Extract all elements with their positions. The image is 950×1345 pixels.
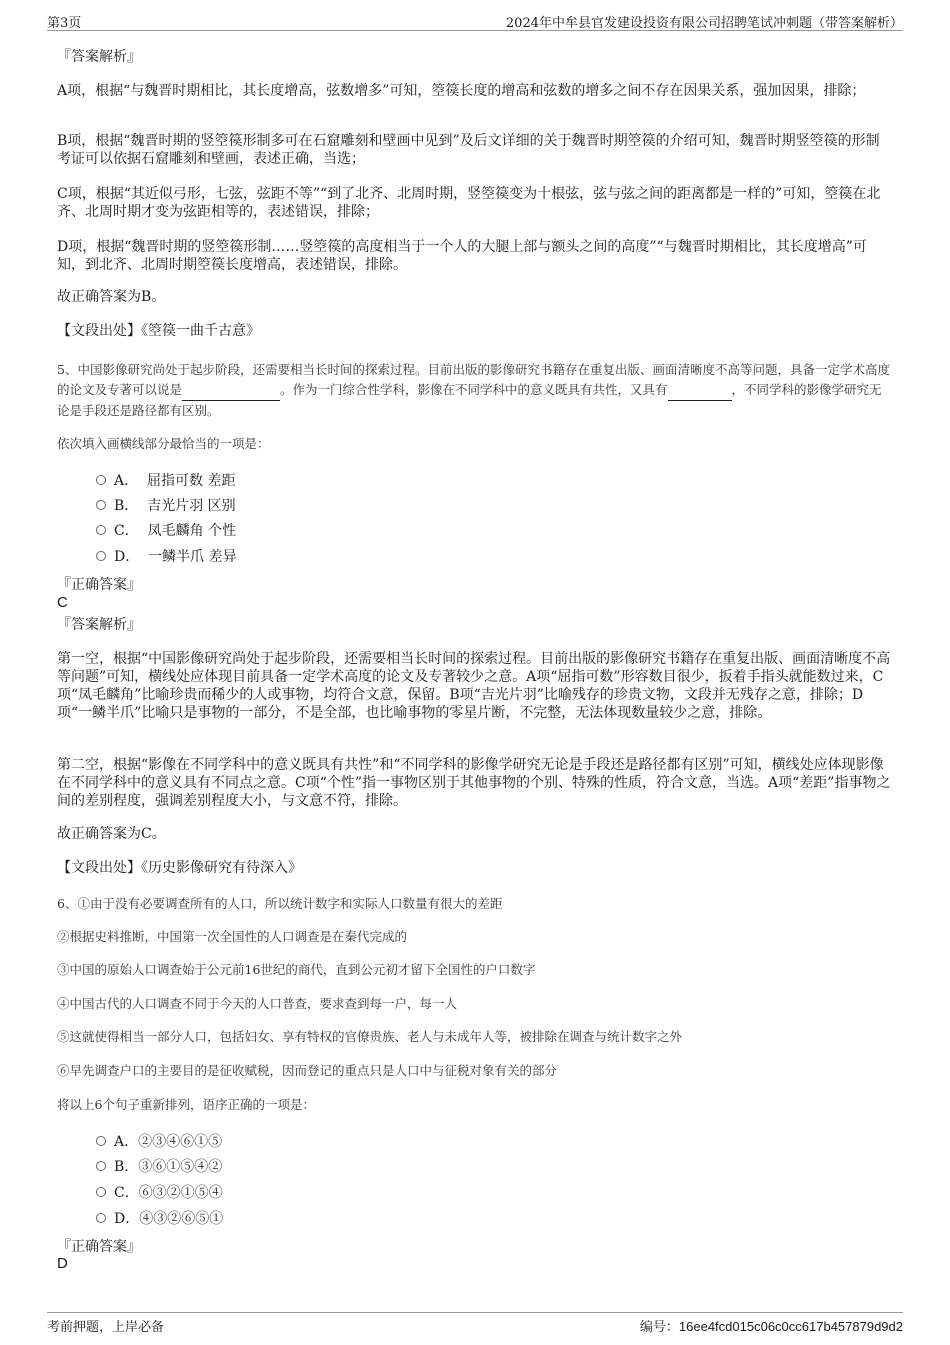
option-letter: B．	[114, 1159, 139, 1175]
q4-analysis-d: D项，根据“魏晋时期的竖箜篌形制……竖箜篌的高度相当于一个人的大腿上部与额头之间的高度”“与魏晋时期相比，其长度增高”可知，到北齐、北周时期箜篌长度增高，表述错误，排除。	[57, 239, 867, 273]
q4-conclusion: 故正确答案为B。	[57, 289, 166, 305]
radio-icon[interactable]	[96, 500, 106, 510]
option-text: ⑥③②①⑤④	[138, 1185, 223, 1201]
q5-analysis-2: 第二空，根据“影像在不同学科中的意义既具有共性”和“不同学科的影像学研究无论是手段还是路径都有区别”可知，横线处应体现影像在不同学科中的意义具有不同点之意。C项“个性”指一事物区别于其他事物的个别、特殊的性质，符合文意，当选。A项“差距”指事物之间的差别程度，强调差别程度大小，与文意不符，排除。	[57, 757, 891, 809]
option-text: ③⑥①⑤④②	[138, 1159, 223, 1175]
page-header	[47, 10, 903, 31]
page-number: 第3页	[47, 16, 82, 31]
radio-icon[interactable]	[96, 525, 106, 535]
option-letter: A．	[114, 473, 139, 489]
option-text: ④③②⑥⑤①	[139, 1211, 224, 1227]
q5-stem	[57, 360, 893, 421]
option-letter: A．	[114, 1134, 139, 1150]
q6-answer: D	[57, 1255, 68, 1272]
q6-instruction: 将以上6个句子重新排列，语序正确的一项是：	[57, 1097, 315, 1112]
q6-sentence-2: ②根据史料推断，中国第一次全国性的人口调查是在秦代完成的	[57, 929, 408, 944]
radio-icon[interactable]	[96, 1136, 106, 1146]
q5-answer: C	[57, 594, 68, 611]
option-text: ②③④⑥①⑤	[138, 1134, 223, 1150]
q5-option-d[interactable]	[96, 548, 237, 566]
radio-icon[interactable]	[96, 551, 106, 561]
option-text: 屈指可数 差距	[147, 473, 236, 489]
q5-option-c[interactable]	[96, 522, 236, 540]
radio-icon[interactable]	[96, 1161, 106, 1171]
option-letter: B．	[114, 498, 139, 514]
q5-blank-1	[182, 380, 280, 401]
q5-analysis-1: 第一空，根据“中国影像研究尚处于起步阶段，还需要相当长时间的探索过程。目前出版的影像研究书籍存在重复出版、画面清晰度不高等问题”可知，横线处应体现目前具备一定学术高度的论文及专著较少之意。A项“屈指可数”形容数目很少，扳着手指头就能数过来，C项“凤毛麟角”比喻珍贵而稀少的人或事物，均符合文意，保留。B项“吉光片羽”比喻残存的珍贵文物，文段并无残存之意，排除；D项“一鳞半爪”比喻只是事物的一部分，不是全部，也比喻事物的零星片断，不完整，无法体现数量较少之意，排除。	[57, 651, 891, 721]
option-text: 吉光片羽 区别	[147, 498, 236, 514]
q6-sentence-6: ⑥早先调查户口的主要目的是征收赋税，因而登记的重点只是人口中与征税对象有关的部分	[57, 1063, 558, 1078]
radio-icon[interactable]	[96, 1187, 106, 1197]
q4-analysis-a: A项，根据“与魏晋时期相比，其长度增高，弦数增多”可知，箜篌长度的增高和弦数的增多之间不存在因果关系，强加因果，排除；	[57, 83, 866, 99]
option-letter: C．	[114, 523, 139, 539]
q6-sentence-4: ④中国古代的人口调查不同于今天的人口普查，要求查到每一户，每一人	[57, 996, 458, 1011]
radio-icon[interactable]	[96, 1213, 106, 1223]
q4-analysis-b: B项，根据“魏晋时期的竖箜篌形制多可在石窟雕刻和壁画中见到”及后文详细的关于魏晋时期箜篌的介绍可知，魏晋时期竖箜篌的形制考证可以依据石窟雕刻和壁画，表述正确，当选；	[57, 133, 880, 167]
q6-sentence-3: ③中国的原始人口调查始于公元前16世纪的商代，直到公元初才留下全国性的户口数字	[57, 962, 536, 977]
q5-conclusion: 故正确答案为C。	[57, 826, 166, 842]
q5-option-a[interactable]	[96, 472, 235, 490]
q5-blank-2	[668, 380, 732, 401]
q5-answer-label: 『正确答案』	[57, 577, 141, 593]
q4-analysis-c: C项，根据“其近似弓形，七弦，弦距不等”“到了北齐、北周时期，竖箜篌变为十根弦，弦与弦之间的距离都是一样的”可知，箜篌在北齐、北周时期才变为弦距相等的，表述错误，排除；	[57, 186, 881, 220]
option-letter: D．	[114, 1211, 140, 1227]
q6-option-c[interactable]	[96, 1184, 223, 1202]
q5-analysis-label: 『答案解析』	[57, 617, 141, 633]
option-letter: D．	[114, 549, 140, 565]
q6-option-b[interactable]	[96, 1158, 222, 1176]
q6-sentence-1: 6、①由于没有必要调查所有的人口，所以统计数字和实际人口数量有很大的差距	[57, 896, 503, 911]
document-title: 2024年中牟县官发建设投资有限公司招聘笔试冲刺题（带答案解析）	[505, 16, 903, 31]
document-id	[640, 1316, 903, 1335]
q5-stem-part1: 5、中国影像研究尚处于起步阶段，还需要相当长时间的探索过程。目前出版的影像研究书籍存在重复出版、画面清晰度不高等问题，具备一定学术高度的论文及专著可以说是	[57, 362, 890, 397]
q5-stem-part3: ，不同学科的影像学研究无论是手段还是路径都有区别。	[57, 382, 882, 418]
q4-analysis-label: 『答案解析』	[57, 49, 141, 65]
q6-answer-label: 『正确答案』	[57, 1239, 141, 1255]
document-id-value: 16ee4fcd015c06c0cc617b457879d9d2	[678, 1319, 903, 1334]
footer-slogan: 考前押题，上岸必备	[47, 1320, 165, 1335]
option-text: 一鳞半爪 差异	[148, 549, 237, 565]
option-text: 凤毛麟角 个性	[147, 523, 237, 539]
q5-instruction: 依次填入画横线部分最恰当的一项是：	[57, 436, 270, 451]
q5-stem-part2: 。作为一门综合性学科，影像在不同学科中的意义既具有共性，又具有	[280, 382, 668, 397]
document-id-label: 编号：	[639, 1320, 679, 1335]
q5-option-b[interactable]	[96, 497, 236, 515]
radio-icon[interactable]	[96, 475, 106, 485]
q6-option-d[interactable]	[96, 1210, 223, 1228]
q6-sentence-5: ⑤这就使得相当一部分人口，包括妇女、享有特权的官僚贵族、老人与未成年人等，被排除在调查与统计数字之外	[57, 1029, 683, 1044]
q5-source: 【文段出处】《历史影像研究有待深入》	[57, 860, 302, 876]
page-footer	[47, 1312, 903, 1335]
q4-source: 【文段出处】《箜篌一曲千古意》	[57, 323, 260, 339]
q6-option-a[interactable]	[96, 1133, 222, 1151]
option-letter: C．	[114, 1185, 139, 1201]
